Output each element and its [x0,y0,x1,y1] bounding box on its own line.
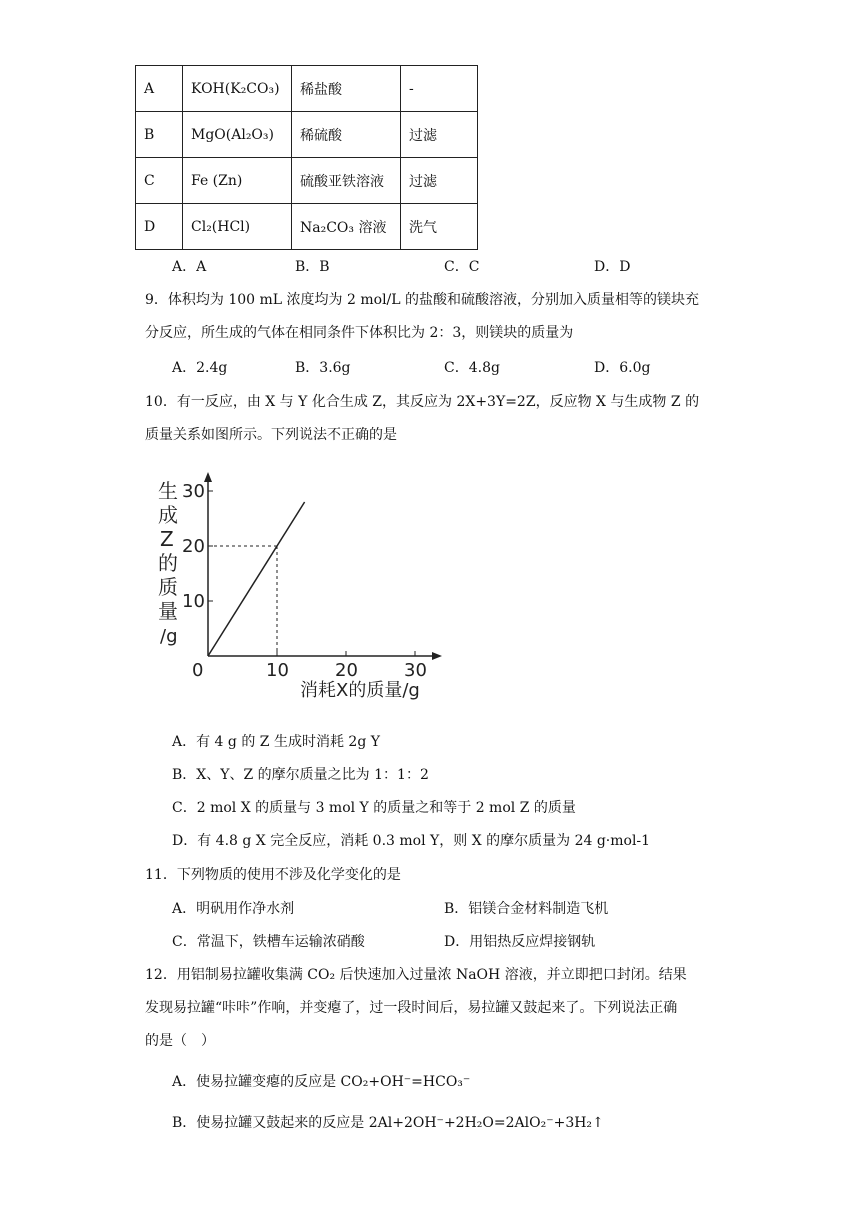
q8-option-a: A．A [172,259,207,275]
q12-stem-line2: 发现易拉罐“咔咔”作响，并变瘪了，过一段时间后，易拉罐又鼓起来了。下列说法正确 [145,1000,678,1016]
q10-stem-line2: 质量关系如图所示。下列说法不正确的是 [145,427,397,443]
table-cell: D [136,204,183,250]
q11-stem: 11．下列物质的使用不涉及化学变化的是 [145,867,401,883]
xlabel: 消耗X的质量/g [300,680,420,701]
table-cell: KOH(K₂CO₃) [183,66,292,112]
ylabel-char: 质 [158,575,178,599]
q9-option-d: D．6.0g [594,360,651,376]
x-tick-label: 0 [192,660,204,681]
mass-relation-chart [140,470,460,710]
q12-stem-line3: 的是（ ） [145,1033,215,1049]
q8-option-b: B．B [295,259,330,275]
q9-option-c: C．4.8g [444,360,500,376]
table-cell: 过滤 [401,158,478,204]
q12-option-a: A．使易拉罐变瘪的反应是 CO₂+OH⁻=HCO₃⁻ [172,1074,471,1090]
q9-option-a: A．2.4g [172,360,228,376]
q9-stem-line1: 9．体积均为 100 mL 浓度均为 2 mol/L 的盐酸和硫酸溶液，分别加入质量相等的镁块充 [145,292,700,308]
q11-option-a: A．明矾用作净水剂 [172,901,295,917]
reagent-table [135,65,478,250]
table-cell: 洗气 [401,204,478,250]
q10-option-b: B．X、Y、Z 的摩尔质量之比为 1：1：2 [172,767,429,783]
x-axis-arrow [432,652,442,660]
table-cell: Na₂CO₃ 溶液 [292,204,401,250]
table-cell: C [136,158,183,204]
q8-option-d: D．D [594,259,631,275]
y-tick-label: 30 [182,481,205,502]
q10-option-c: C．2 mol X 的质量与 3 mol Y 的质量之和等于 2 mol Z 的质量 [172,800,576,816]
q10-option-a: A．有 4 g 的 Z 生成时消耗 2g Y [172,734,380,750]
table-row [136,112,478,158]
q11-option-b: B．铝镁合金材料制造飞机 [444,901,609,917]
q10-option-d: D．有 4.8 g X 完全反应，消耗 0.3 mol Y，则 X 的摩尔质量为 24 g·mol-1 [172,833,651,849]
x-tick-label: 30 [404,660,427,681]
x-tick-label: 20 [335,660,358,681]
q12-option-b: B．使易拉罐又鼓起来的反应是 2Al+2OH⁻+2H₂O=2AlO₂⁻+3H₂↑ [172,1115,604,1131]
q11-option-d: D．用铝热反应焊接钢轨 [444,934,596,950]
series-line [208,502,305,656]
ylabel-char: /g [160,626,178,647]
y-tick-label: 10 [182,591,205,612]
y-tick-label: 20 [182,536,205,557]
table-cell: 过滤 [401,112,478,158]
table-cell: Cl₂(HCl) [183,204,292,250]
y-axis-arrow [204,472,212,482]
table-row [136,66,478,112]
table-cell: 稀盐酸 [292,66,401,112]
x-tick-label: 10 [266,660,289,681]
table-row [136,204,478,250]
table-row [136,158,478,204]
table-cell: 稀硫酸 [292,112,401,158]
table-cell: Fe (Zn) [183,158,292,204]
table-cell: MgO(Al₂O₃) [183,112,292,158]
ylabel-char: 量 [158,599,178,623]
q12-stem-line1: 12．用铝制易拉罐收集满 CO₂ 后快速加入过量浓 NaOH 溶液，并立即把口封闭。结果 [145,967,687,983]
q9-option-b: B．3.6g [295,360,351,376]
q10-stem-line1: 10．有一反应，由 X 与 Y 化合生成 Z，其反应为 2X+3Y=2Z，反应物 X 与生成物 Z 的 [145,394,700,410]
table-cell: 硫酸亚铁溶液 [292,158,401,204]
table-cell: - [401,66,478,112]
ylabel-char: 成 [158,503,178,527]
ylabel-char: 生 [158,479,178,503]
q8-option-c: C．C [444,259,480,275]
ylabel-char: 的 [158,551,178,575]
table-cell: A [136,66,183,112]
ylabel-char: Z [160,527,174,551]
table-cell: B [136,112,183,158]
q9-stem-line2: 分反应，所生成的气体在相同条件下体积比为 2：3，则镁块的质量为 [145,325,574,341]
q11-option-c: C．常温下，铁槽车运输浓硝酸 [172,934,365,950]
